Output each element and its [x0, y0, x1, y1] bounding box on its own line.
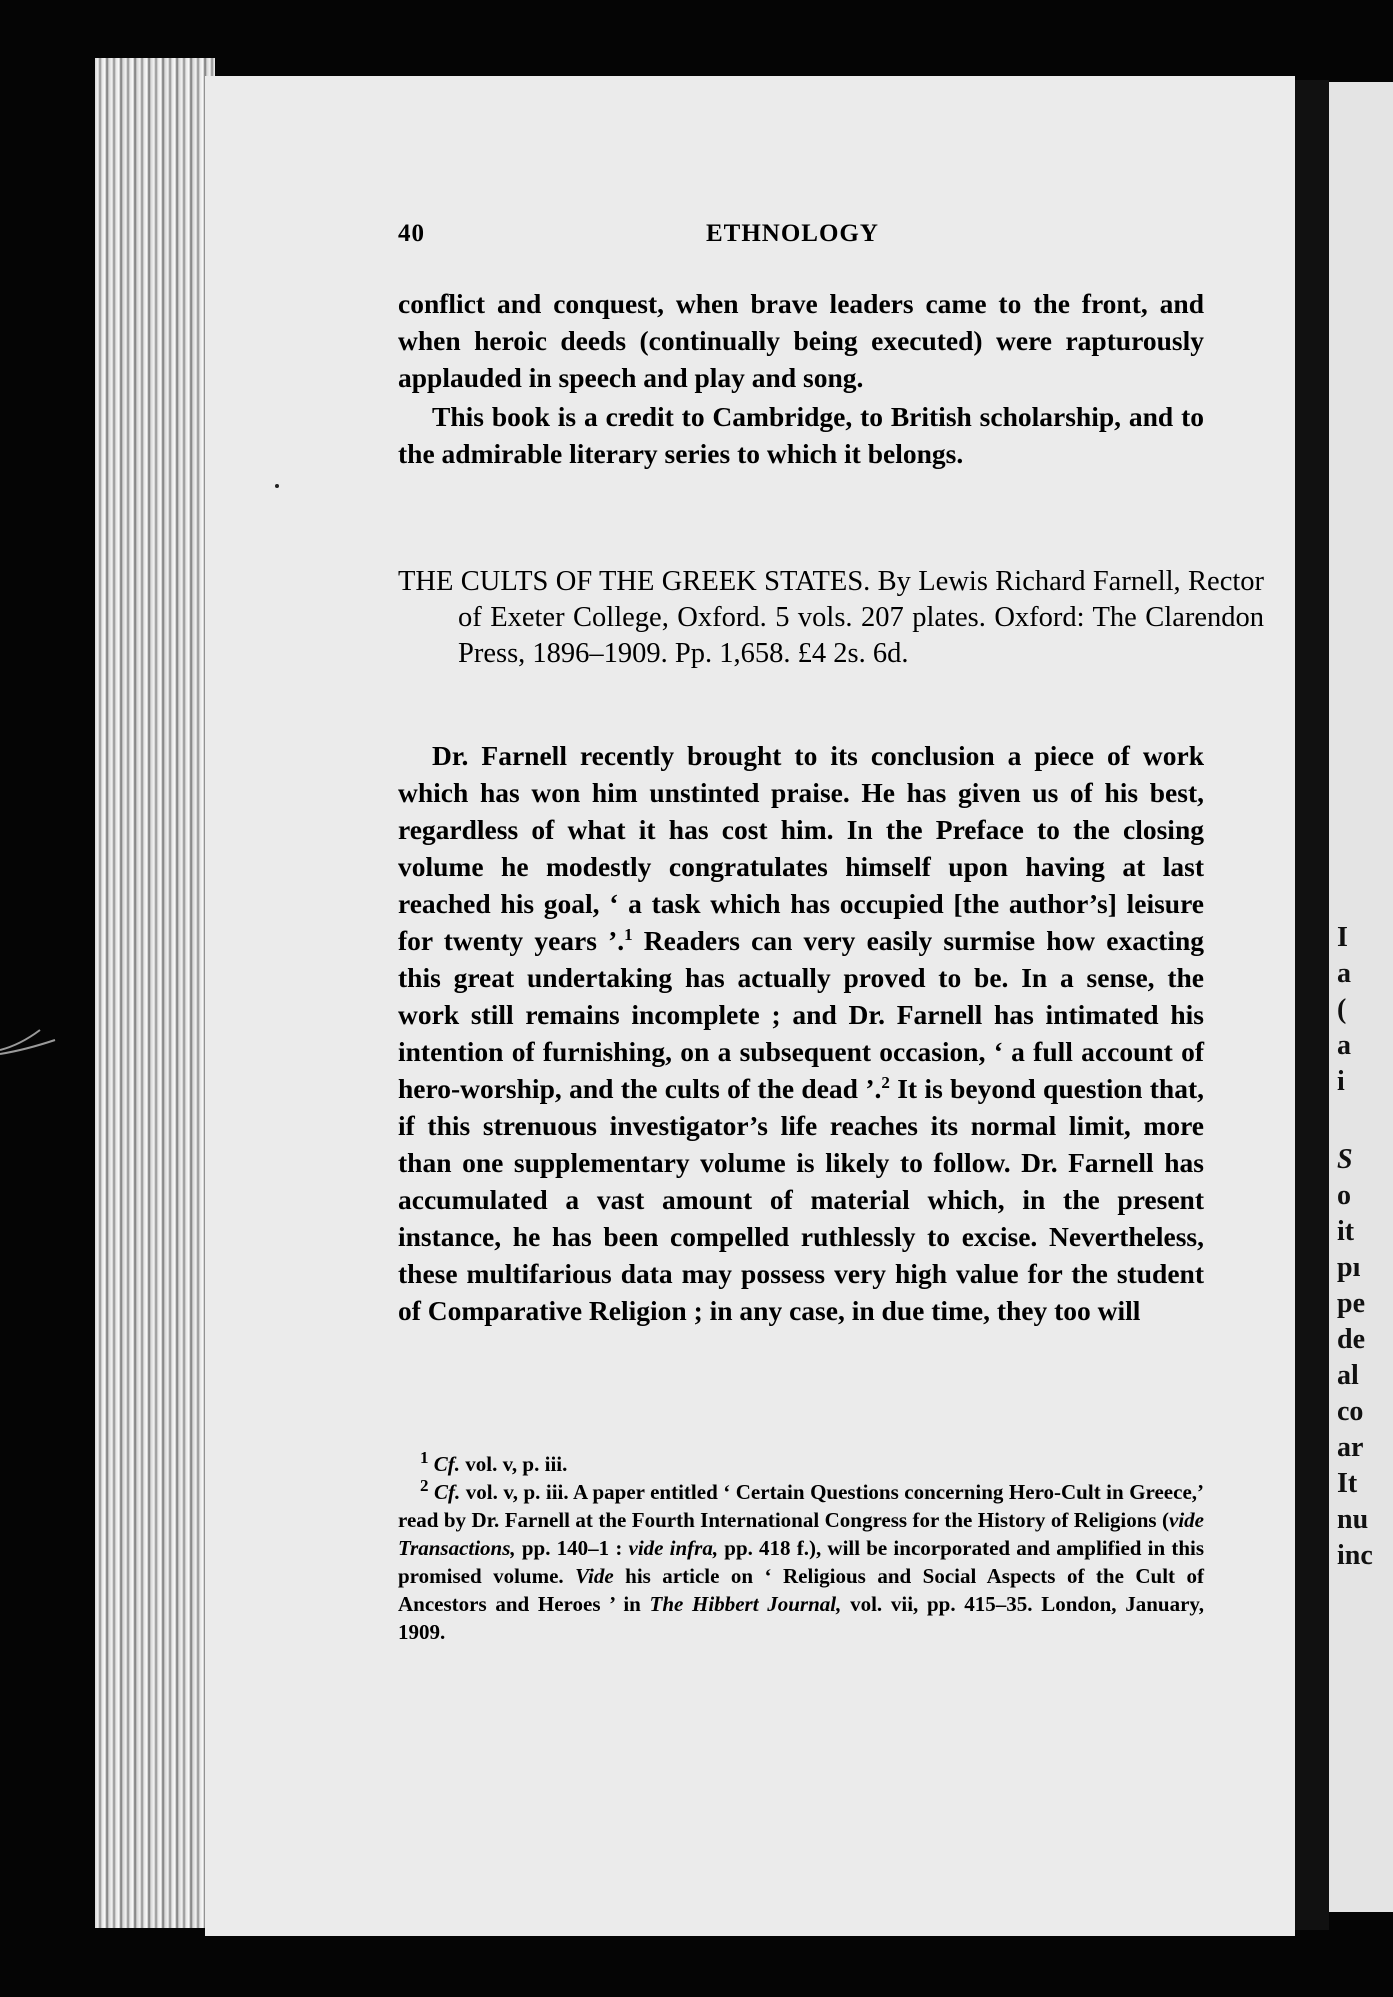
- footnote-cf: Cf.: [433, 1452, 460, 1476]
- footnote-text: vol. vii, pp. 415–35. London, January, 1909.: [398, 1592, 1204, 1644]
- footnote-cf: Cf.: [434, 1480, 461, 1504]
- margin-dot: [275, 484, 279, 488]
- footnotes: [398, 1450, 1204, 1646]
- fragment-line: pı: [1337, 1252, 1361, 1283]
- fragment-line: nu: [1337, 1504, 1369, 1535]
- fragment-line: o: [1337, 1180, 1351, 1211]
- adjacent-page-fragment: [1329, 82, 1393, 1912]
- footnote-italic: vide Transactions,: [398, 1508, 1204, 1560]
- footnote-text: vol. v, p. iii.: [460, 1452, 568, 1476]
- running-title: ETHNOLOGY: [706, 220, 879, 247]
- footnote-italic: vide infra,: [628, 1536, 719, 1560]
- fragment-line: It: [1337, 1468, 1358, 1499]
- fragment-line: al: [1337, 1360, 1359, 1391]
- footnote-italic: Vide: [575, 1564, 614, 1588]
- margin-mark: [0, 1010, 80, 1070]
- footnote-ref: 1: [624, 924, 633, 944]
- fragment-line: inc: [1337, 1540, 1373, 1571]
- review-body: [398, 737, 1204, 1329]
- footnote-text: pp. 418 f.), will be incorporated and amplified in this promised volume.: [398, 1536, 1205, 1588]
- footnote-2: [398, 1478, 1204, 1646]
- review-author: By Lewis Richard Farnell, Rector of Exeter College, Oxford.: [458, 566, 1265, 633]
- review-details: 5 vols. 207 plates. Oxford: The Clarendon Press, 1896–1909. Pp. 1,658. £4 2s. 6d.: [458, 602, 1264, 669]
- paragraph-closing: This book is a credit to Cambridge, to British scholarship, and to the admirable literary series to which it belongs.: [398, 401, 1204, 469]
- running-head: [398, 220, 1204, 260]
- footnote-1: [398, 1450, 1204, 1478]
- footnote-italic: The Hibbert Journal,: [649, 1592, 842, 1616]
- footnote-text: vol. v, p. iii. A paper entitled ‘ Certain Questions concerning Hero-Cult in Greece,’ read by Dr. Farnell at the Fourth International Congress for the History of Religions (: [398, 1480, 1205, 1532]
- fragment-line: (: [1337, 994, 1347, 1025]
- fragment-line: i: [1337, 1066, 1345, 1097]
- fragment-line: a: [1337, 1030, 1351, 1061]
- fragment-line: S: [1337, 1144, 1353, 1175]
- page-stack-edges: [95, 58, 215, 1928]
- fragment-line: ar: [1337, 1432, 1364, 1463]
- review-heading: [398, 564, 1264, 672]
- fragment-line: a: [1337, 958, 1351, 989]
- page-gutter: [1295, 80, 1329, 1930]
- footnote-mark: 1: [420, 1448, 429, 1467]
- footnote-text: his article on ‘ Religious and Social Aspects of the Cult of Ancestors and Heroes ’ in: [398, 1564, 1205, 1616]
- fragment-line: it: [1337, 1216, 1355, 1247]
- fragment-line: co: [1337, 1396, 1364, 1427]
- paragraph-continued: conflict and conquest, when brave leaders came to the front, and when heroic deeds (continually being executed) were rapturously applauded in speech and play and song.: [398, 288, 1204, 393]
- footnote-text: pp. 140–1 :: [515, 1536, 629, 1560]
- page-number: 40: [398, 220, 425, 247]
- footnote-mark: 2: [420, 1476, 429, 1495]
- review-title: THE CULTS OF THE GREEK STATES.: [398, 566, 871, 597]
- review-text: Readers can very easily surmise how exacting this great undertaking has actually proved to be. In a sense, the work still remains incomplete ; and Dr. Farnell has intimated his intention of furnishing, on a subsequent occasion, ‘ a full account of hero-worship, and the cults of the dead ’.: [398, 925, 1204, 1104]
- fragment-line: I: [1337, 922, 1348, 953]
- footnote-ref: 2: [881, 1072, 890, 1092]
- review-text: Dr. Farnell recently brought to its conclusion a piece of work which has won him unstinted praise. He has given us of his best, regardless of what it has cost him. In the Preface to the closing volume he modestly congratulates himself upon having at last reached his goal, ‘ a task which has occupied [the author’s] leisure for twenty years ’.: [398, 740, 1204, 956]
- review-text: It is beyond question that, if this strenuous investigator’s life reaches its normal limit, more than one supplementary volume is likely to follow. Dr. Farnell has accumulated a vast amount of material which, in the present instance, he has been compelled ruthlessly to excise. Nevertheless, these multifarious data may possess very high value for the student of Comparative Religion ; in any case, in due time, they too will: [398, 1073, 1204, 1326]
- fragment-line: de: [1337, 1324, 1365, 1355]
- fragment-line: pe: [1337, 1288, 1365, 1319]
